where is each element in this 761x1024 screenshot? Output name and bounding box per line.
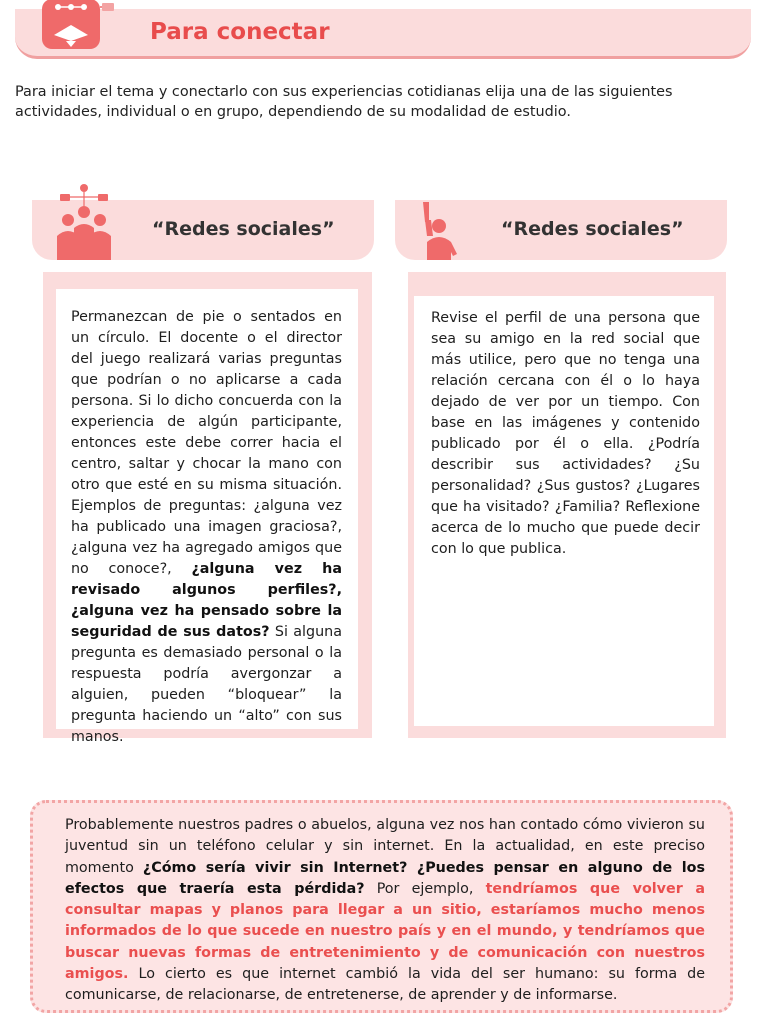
intro-text: Para iniciar el tema y conectarlo con sus experiencias cotidianas elija una de las siguientes actividades, individual o en grupo, dependiendo de su modalidad de estudio. (15, 84, 673, 120)
card-text-individual: Revise el perfil de una persona que sea su amigo en la red social que más utilice, pero que no tenga una relación cercana con él o lo haya dejado de ver por un tiempo. Con base en las imágenes y contenido publicado por él o ella. ¿Podría describir sus actividades? ¿Su personalidad? ¿Sus gustos? ¿Lugares que ha visitado? ¿Familia? Reflexione acerca de lo mucho que puede decir con lo que publica. (431, 310, 700, 557)
connect-network-icon (30, 0, 130, 59)
card-paper-group (56, 289, 358, 745)
person-raising-hand-icon (417, 202, 459, 260)
card-header-individual (395, 200, 727, 260)
group-of-people-icon (54, 182, 114, 260)
reflection-question: ¿Cómo sería vivir sin Internet? ¿Puedes pensar en alguno de los efectos que traería esta pérdida? (65, 859, 706, 897)
section-header (15, 9, 751, 59)
card-header-group (32, 200, 374, 260)
card-paper-individual (414, 296, 714, 726)
card-text-group-bold: ¿alguna vez ha revisado algunos perfiles?, ¿alguna vez ha pensado sobre la seguridad de sus datos? (71, 561, 342, 640)
reflection-box (30, 800, 733, 1013)
page-title: Para conectar (150, 19, 330, 45)
card-title-individual: “Redes sociales” (501, 218, 684, 240)
card-text-group: Permanezcan de pie o sentados en un círculo. El docente o el director del juego realizará varias preguntas que podrían o no aplicarse a cada persona. Si lo dicho concuerda con la experiencia de algún participante, entonces este debe correr hacia el centro, saltar y chocar la mano con otro que esté en su misma situación. Ejemplos de preguntas: ¿alguna vez ha publicado una imagen graciosa?, ¿alguna vez ha agregado amigos que no conoce?, ¿alguna vez ha revisado algunos perfiles?, ¿alguna vez ha pensado sobre la seguridad de sus datos? Si alguna pregunta es demasiado personal o la respuesta podría avergonzar a alguien, pueden “bloquear” la pregunta haciendo un “alto” con sus manos. (71, 309, 342, 745)
reflection-highlight: tendríamos que volver a consultar mapas y planos para llegar a un sitio, estaríamos mucho menos informados de lo que sucede en nuestro país y en el mundo, y tendríamos que buscar nuevas formas de entretenimiento y de comunicación con nuestros amigos. (65, 880, 705, 983)
card-body-individual (408, 272, 726, 738)
reflection-text: Probablemente nuestros padres o abuelos, alguna vez nos han contado cómo vivieron su juventud sin un teléfono celular y sin internet. En la actualidad, en este preciso momento ¿Cómo sería vivir sin Internet? ¿Puedes pensar en alguno de los efectos que traería esta pérdida? Por ejemplo, tendríamos que volver a consultar mapas y planos para llegar a un sitio, estaríamos mucho menos informados de lo que sucede en nuestro país y en el mundo, y tendríamos que buscar nuevas formas de entretenimiento y de comunicación con nuestros amigos. Lo cierto es que internet cambió la vida del ser humano: su forma de comunicarse, de relacionarse, de entretenerse, de aprender y de informarse. (65, 817, 706, 1004)
card-body-group (43, 272, 372, 745)
card-title-group: “Redes sociales” (152, 218, 335, 240)
